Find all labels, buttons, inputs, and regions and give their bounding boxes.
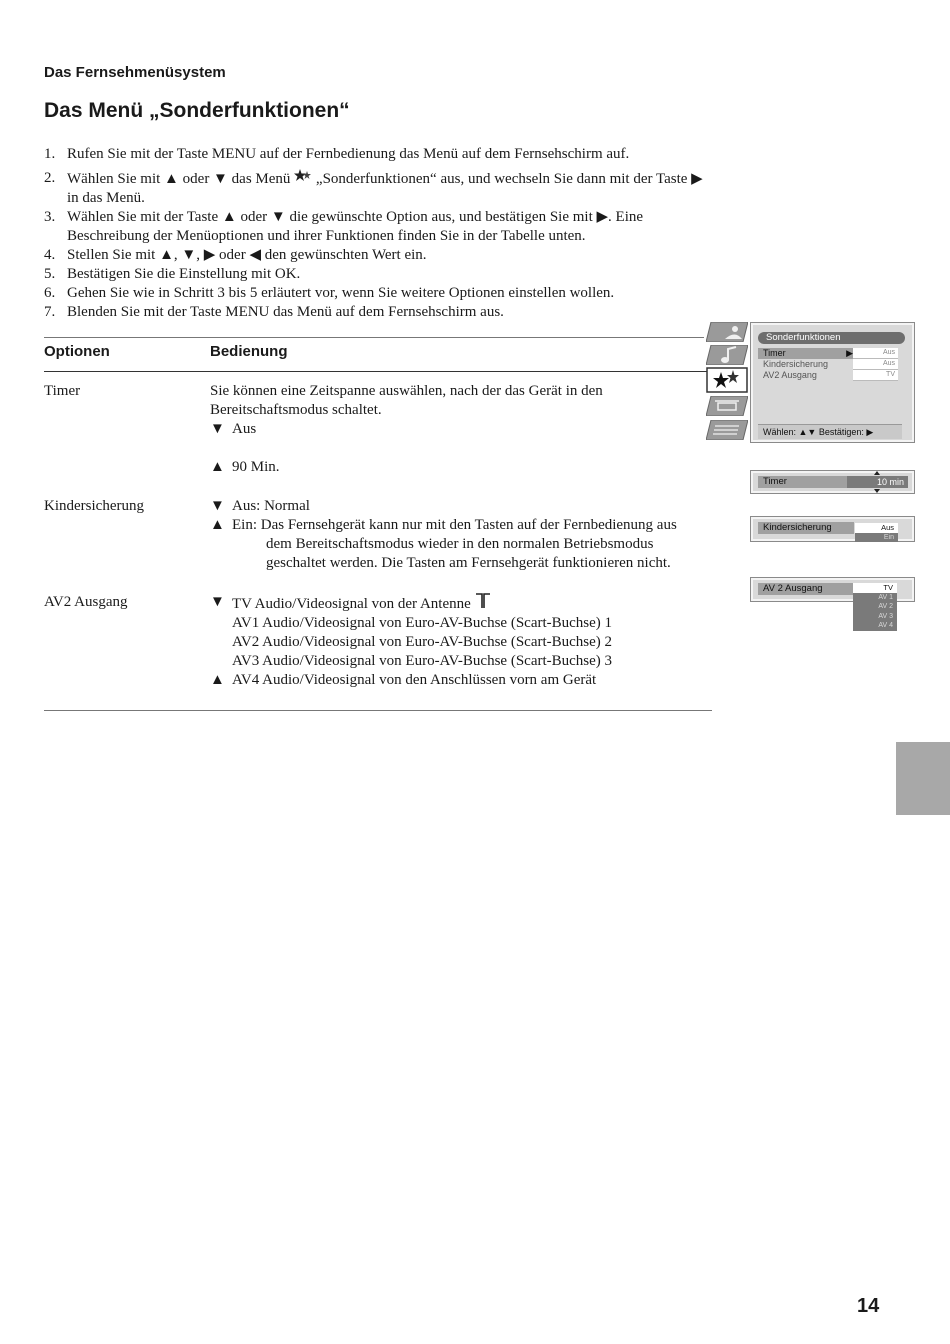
osd-timer-label: Timer	[758, 476, 847, 488]
osd-menu-value-timer: Aus	[853, 348, 898, 359]
table-top-rule	[44, 337, 704, 338]
osd-menu-value-av2-ausgang: TV	[853, 370, 898, 381]
right-arrow-icon: ▶	[846, 348, 853, 358]
step: 2. Wählen Sie mit ▲ oder ▼ das Menü „Sonderfunktionen“ aus, und wechseln Sie dann mit der Taste ▶ in das Menü.	[44, 170, 703, 206]
osd-menu-title: Sonderfunktionen	[758, 332, 905, 344]
picture-tab-icon	[706, 322, 748, 342]
chapter-tab	[896, 742, 950, 815]
step: 6. Gehen Sie wie in Schritt 3 bis 5 erläutert vor, wenn Sie weitere Optionen einstellen wollen.	[44, 285, 615, 301]
option-kindersicherung: Kindersicherung	[44, 498, 144, 514]
osd-timer-panel	[750, 470, 915, 494]
osd-menu-item-kindersicherung[interactable]: Kindersicherung	[763, 359, 829, 369]
osd-menu-item-timer[interactable]: Timer ▶	[758, 348, 856, 359]
option-timer: Timer	[44, 383, 81, 399]
osd-timer-value[interactable]: 10 min	[847, 476, 908, 488]
step: 3. Wählen Sie mit der Taste ▲ oder ▼ die gewünschte Option aus, und bestätigen Sie mit ▶. Eine Beschreibung der Menüoptionen und ihrer Funktionen finden Sie in der Tabelle unten.	[44, 209, 644, 244]
table-header-options: Optionen	[44, 343, 110, 360]
kindersicherung-description: ▼ Aus: Normal ▲ Ein: Das Fernsehgerät kann nur mit den Tasten auf der Fernbedienung aus dem Bereitschaftsmodus wieder in den normalen Betriebsmodus geschaltet werden. Die Tasten am Fernsehgerät funktionieren nicht.	[210, 498, 677, 571]
steps-list	[44, 145, 714, 322]
timer-description: Sie können eine Zeitspanne auswählen, nach der das Gerät in den Bereitschaftsmodus schaltet. ▼ Aus ▲ 90 Min.	[210, 383, 603, 475]
special-functions-icon	[294, 169, 312, 184]
section-title: Das Fernsehmenüsystem	[44, 64, 226, 81]
av2-description: ▼ TV Audio/Videosignal von der Antenne AV1 Audio/Videosignal von Euro-AV-Buchse (Scart-Buchse) 1 AV2 Audio/Videosignal von Euro-AV-Buchse (Scart-Buchse) 2 AV3 Audio/Videosignal von Euro-AV-Buchse (Scart-Buchse) 3 ▲ AV4 Audio/Videosignal von den Anschlüssen vorn am Gerät	[210, 594, 613, 688]
step: 1. Rufen Sie mit der Taste MENU auf der Fernbedienung das Menü auf dem Fernsehschirm auf.	[44, 146, 630, 162]
antenna-icon	[475, 593, 491, 609]
step: 5. Bestätigen Sie die Einstellung mit OK.	[44, 266, 301, 282]
osd-kinder-label: Kindersicherung	[758, 522, 854, 534]
preset-tab-icon	[706, 420, 748, 440]
step: 7. Blenden Sie mit der Taste MENU das Menü auf dem Fernsehschirm aus.	[44, 304, 504, 320]
table-header-rule	[44, 371, 708, 372]
page-heading: Das Menü „Sonderfunktionen“	[44, 99, 350, 122]
up-down-arrow-icon	[873, 471, 881, 493]
setup-tab-icon	[706, 396, 748, 416]
option-av2-ausgang: AV2 Ausgang	[44, 594, 128, 610]
osd-kinder-options[interactable]: Aus Ein	[855, 523, 898, 542]
osd-av2-label: AV 2 Ausgang	[758, 583, 853, 595]
osd-kinder-panel	[750, 516, 915, 542]
table-header-operation: Bedienung	[210, 343, 288, 360]
page-number: 14	[857, 1295, 880, 1317]
osd-menu-item-av2-ausgang[interactable]: AV2 Ausgang	[763, 370, 817, 380]
osd-menu-panel	[750, 322, 915, 443]
osd-menu-footer: Wählen: ▲▼ Bestätigen: ▶	[758, 424, 902, 439]
sound-tab-icon	[706, 345, 748, 365]
table-bottom-rule	[44, 710, 712, 711]
osd-av2-options[interactable]: TV AV 1 AV 2 AV 3 AV 4	[853, 583, 897, 631]
osd-menu-value-kindersicherung: Aus	[853, 359, 898, 370]
step: 4. Stellen Sie mit ▲, ▼, ▶ oder ◀ den gewünschten Wert ein.	[44, 247, 427, 263]
special-functions-tab-icon	[706, 367, 748, 393]
